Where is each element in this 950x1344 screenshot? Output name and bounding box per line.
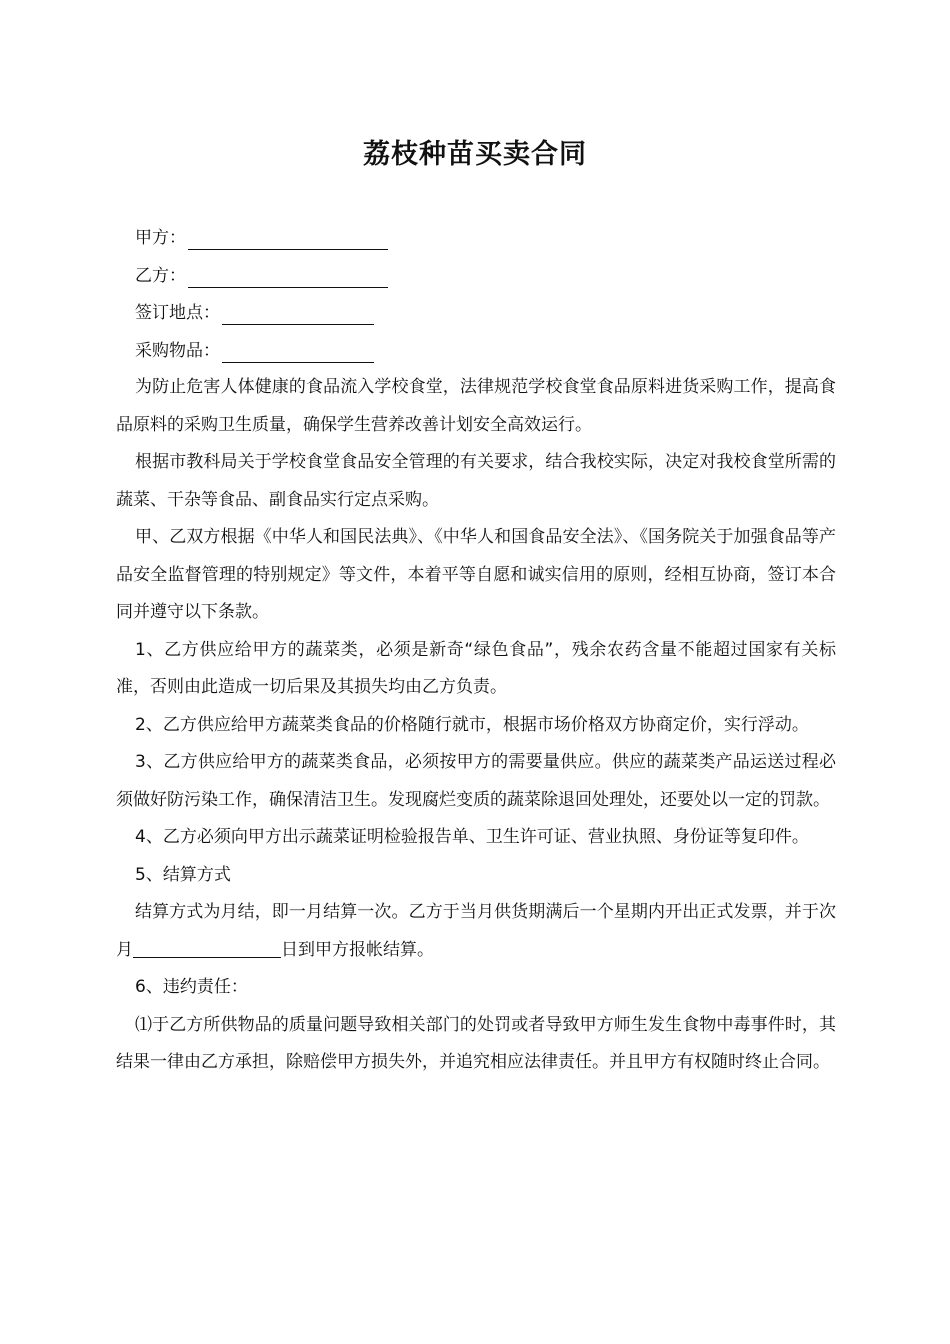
clause-5-text-before: 结算方式为月结，即一月结算一次。乙方于当月供货期满后一个星期内开出正式发票，并于次月 [116,902,836,960]
party-a-blank [188,230,388,250]
paragraph-purpose: 为防止危害人体健康的食品流入学校食堂，法律规范学校食堂食品原料进货采购工作，提高食品原料的采购卫生质量，确保学生营养改善计划安全高效运行。 [116,377,836,435]
field-sign-place [135,301,374,325]
clause-5-text [116,894,836,969]
field-party-b [135,264,388,288]
clause-6-item-1: ⑴于乙方所供物品的质量问题导致相关部门的处罚或者导致甲方师生发生食物中毒事件时，其结果一律由乙方承担，除赔偿甲方损失外，并追究相应法律责任。并且甲方有权随时终止合同。 [116,1014,836,1072]
field-goods [135,339,374,363]
clause-6-heading: 6、违约责任： [135,977,248,997]
contract-body [116,369,836,1082]
paragraph-legal: 甲、乙双方根据《中华人和国民法典》、《中华人和国食品安全法》、《国务院关于加强食品等产品安全监督管理的特别规定》等文件，本着平等自愿和诚实信用的原则，经相互协商，签订本合同并遵守以下条款。 [116,527,836,622]
sign-place-blank [222,305,374,325]
field-goods-label: 采购物品： [135,341,220,361]
clause-1: 1、乙方供应给甲方的蔬菜类，必须是新奇“绿色食品”，残余农药含量不能超过国家有关标准，否则由此造成一切后果及其损失均由乙方负责。 [116,639,836,697]
clause-2: 2、乙方供应给甲方蔬菜类食品的价格随行就市，根据市场价格双方协商定价，实行浮动。 [135,714,809,735]
clause-5-heading: 5、结算方式 [135,864,231,885]
clause-3: 3、乙方供应给甲方的蔬菜类食品，必须按甲方的需要量供应。供应的蔬菜类产品运送过程必须做好防污染工作，确保清洁卫生。发现腐烂变质的蔬菜除退回处理处，还要处以一定的罚款。 [116,752,836,810]
party-b-blank [188,268,388,288]
field-sign-place-label: 签订地点： [135,303,220,323]
document-title: 荔枝种苗买卖合同 [363,139,587,170]
paragraph-basis: 根据市教科局关于学校食堂食品安全管理的有关要求，结合我校实际，决定对我校食堂所需的蔬菜、干杂等食品、副食品实行定点采购。 [116,452,836,510]
goods-blank [222,343,374,363]
field-party-a [135,226,388,250]
field-party-b-label: 乙方： [135,266,186,286]
settlement-day-blank [133,938,281,958]
clause-5-text-after: 日到甲方报帐结算。 [281,939,434,960]
clause-4: 4、乙方必须向甲方出示蔬菜证明检验报告单、卫生许可证、营业执照、身份证等复印件。 [135,827,809,847]
field-party-a-label: 甲方： [135,228,186,248]
